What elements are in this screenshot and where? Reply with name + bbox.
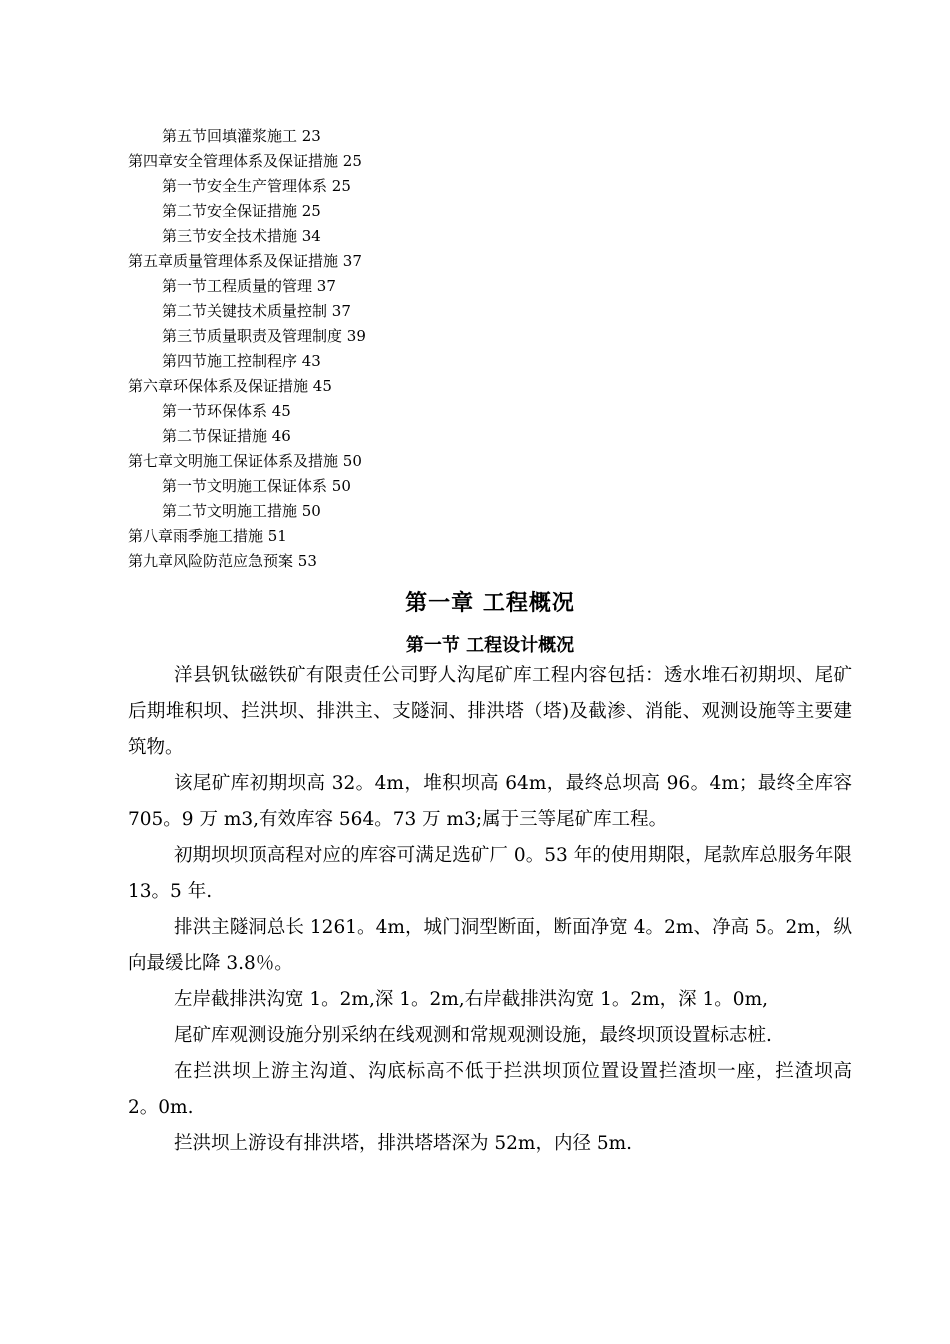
toc-section-entry: 第二节文明施工措施 50 [162,502,321,520]
paragraph: 在拦洪坝上游主沟道、沟底标高不低于拦洪坝顶位置设置拦渣坝一座，拦渣坝高 2。0m. [128,1061,852,1118]
toc-section-entry: 第三节安全技术措施 34 [162,227,321,245]
toc-section-entry: 第二节安全保证措施 25 [162,202,321,220]
toc-chapter-entry: 第九章风险防范应急预案 53 [128,552,317,570]
toc-section-entry: 第二节保证措施 46 [162,427,291,445]
paragraph: 左岸截排洪沟宽 1。2m,深 1。2m,右岸截排洪沟宽 1。2m，深 1。0m, [174,989,768,1010]
paragraph: 初期坝坝顶高程对应的库容可满足选矿厂 0。53 年的使用期限，尾款库总服务年限 13。5 年. [128,845,852,902]
toc-section-entry: 第一节文明施工保证体系 50 [162,477,351,495]
toc-section-entry: 第五节回填灌浆施工 23 [162,127,321,145]
toc-section-entry: 第一节安全生产管理体系 25 [162,177,351,195]
paragraph: 该尾矿库初期坝高 32。4m，堆积坝高 64m，最终总坝高 96。4m；最终全库容 705。9 万 m3,有效库容 564。73 万 m3;属于三等尾矿库工程。 [128,773,852,830]
section-title: 第一节 工程设计概况 [405,635,575,656]
paragraph: 洋县钒钛磁铁矿有限责任公司野人沟尾矿库工程内容包括：透水堆石初期坝、尾矿后期堆积坝、拦洪坝、排洪主、支隧洞、排洪塔（塔)及截渗、消能、观测设施等主要建筑物。 [128,665,852,758]
toc-chapter-entry: 第八章雨季施工措施 51 [128,527,287,545]
paragraph: 尾矿库观测设施分别采纳在线观测和常规观测设施，最终坝顶设置标志桩. [174,1025,772,1046]
toc-chapter-entry: 第六章环保体系及保证措施 45 [128,377,332,395]
toc-section-entry: 第一节工程质量的管理 37 [162,277,336,295]
toc-section-entry: 第一节环保体系 45 [162,402,291,420]
paragraph: 排洪主隧洞总长 1261。4m，城门洞型断面，断面净宽 4。2m、净高 5。2m，纵向最缓比降 3.8％。 [128,917,852,974]
toc-chapter-entry: 第四章安全管理体系及保证措施 25 [128,152,362,170]
body-text [128,658,852,1162]
toc-chapter-entry: 第七章文明施工保证体系及措施 50 [128,452,362,470]
chapter-title: 第一章 工程概况 [405,591,575,616]
paragraph: 拦洪坝上游设有排洪塔，排洪塔塔深为 52m，内径 5m. [174,1133,633,1154]
toc-section-entry: 第二节关键技术质量控制 37 [162,302,351,320]
toc-section-entry: 第四节施工控制程序 43 [162,352,321,370]
toc-chapter-entry: 第五章质量管理体系及保证措施 37 [128,252,362,270]
table-of-contents [128,124,828,574]
toc-section-entry: 第三节质量职责及管理制度 39 [162,327,366,345]
